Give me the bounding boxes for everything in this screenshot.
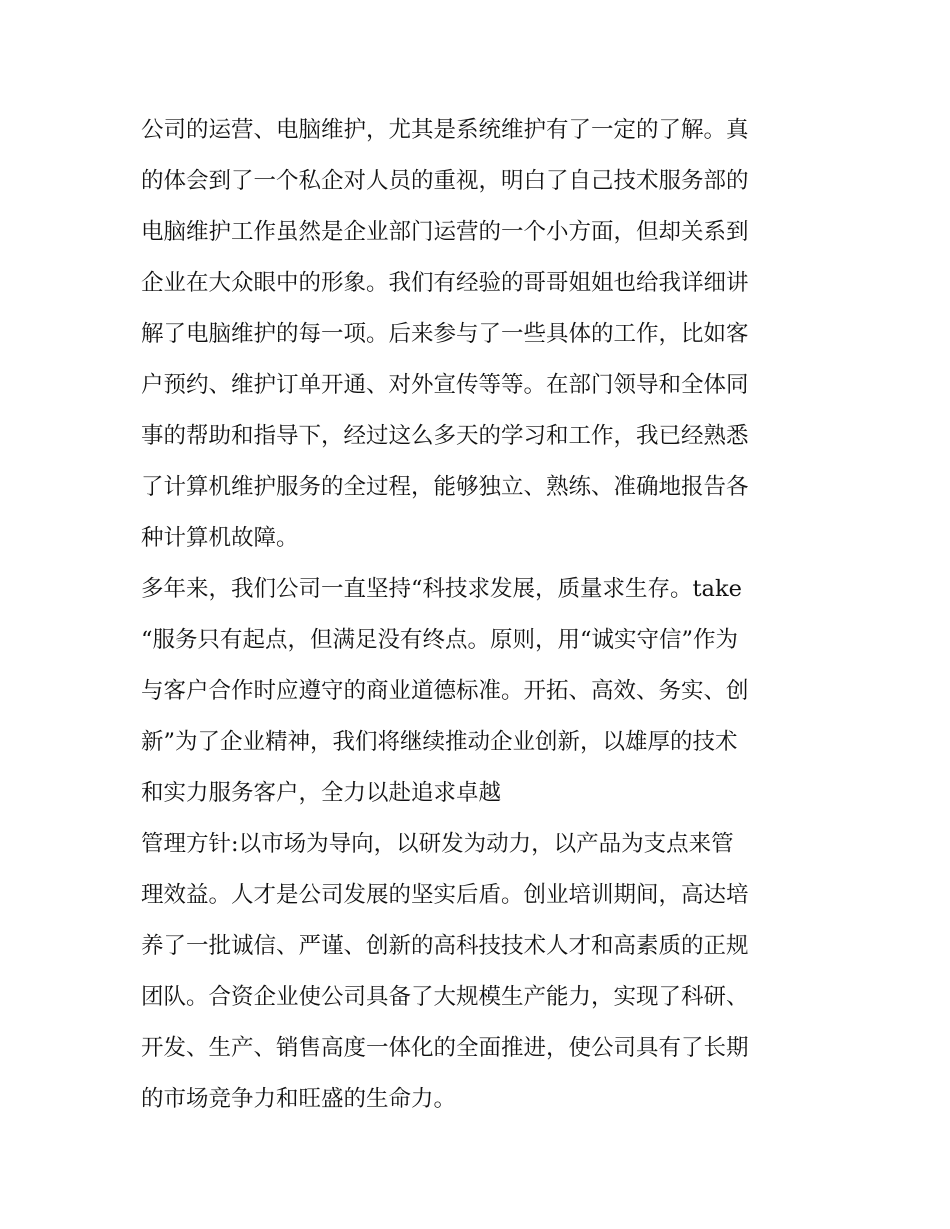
- text-line: 了计算机维护服务的全过程，能够独立、熟练、准确地报告各: [141, 474, 749, 500]
- text-line: 多年来，我们公司一直坚持“科技求发展，质量求生存。take: [141, 576, 742, 602]
- text-line: 户预约、维护订单开通、对外宣传等等。在部门领导和全体同: [141, 372, 749, 398]
- text-line: 的市场竞争力和旺盛的生命力。: [141, 1086, 457, 1112]
- paragraph-2: [141, 564, 813, 819]
- text-line: 公司的运营、电脑维护，尤其是系统维护有了一定的了解。真: [141, 117, 749, 143]
- text-line: “服务只有起点，但满足没有终点。原则，用“诚实守信”作为: [141, 627, 739, 653]
- paragraph-3: [141, 819, 813, 1125]
- paragraph-1: [141, 105, 813, 564]
- text-line: 电脑维护工作虽然是企业部门运营的一个小方面，但却关系到: [141, 219, 749, 245]
- text-line: 种计算机故障。: [141, 525, 299, 551]
- text-line: 事的帮助和指导下，经过这么多天的学习和工作，我已经熟悉: [141, 423, 749, 449]
- document-body: [141, 105, 813, 1125]
- text-line: 新”为了企业精神，我们将继续推动企业创新，以雄厚的技术: [141, 729, 738, 755]
- text-line: 养了一批诚信、严谨、创新的高科技技术人才和高素质的正规: [141, 933, 749, 959]
- text-line: 企业在大众眼中的形象。我们有经验的哥哥姐姐也给我详细讲: [141, 270, 749, 296]
- text-line: 解了电脑维护的每一项。后来参与了一些具体的工作，比如客: [141, 321, 749, 347]
- text-line: 的体会到了一个私企对人员的重视，明白了自己技术服务部的: [141, 168, 749, 194]
- text-line: 与客户合作时应遵守的商业道德标准。开拓、高效、务实、创: [141, 678, 749, 704]
- text-line: 管理方针:以市场为导向，以研发为动力，以产品为支点来管: [141, 831, 734, 857]
- text-line: 理效益。人才是公司发展的坚实后盾。创业培训期间，高达培: [141, 882, 749, 908]
- text-line: 开发、生产、销售高度一体化的全面推进，使公司具有了长期: [141, 1035, 749, 1061]
- text-line: 团队。合资企业使公司具备了大规模生产能力，实现了科研、: [141, 984, 749, 1010]
- text-line: 和实力服务客户，全力以赴追求卓越: [141, 780, 502, 806]
